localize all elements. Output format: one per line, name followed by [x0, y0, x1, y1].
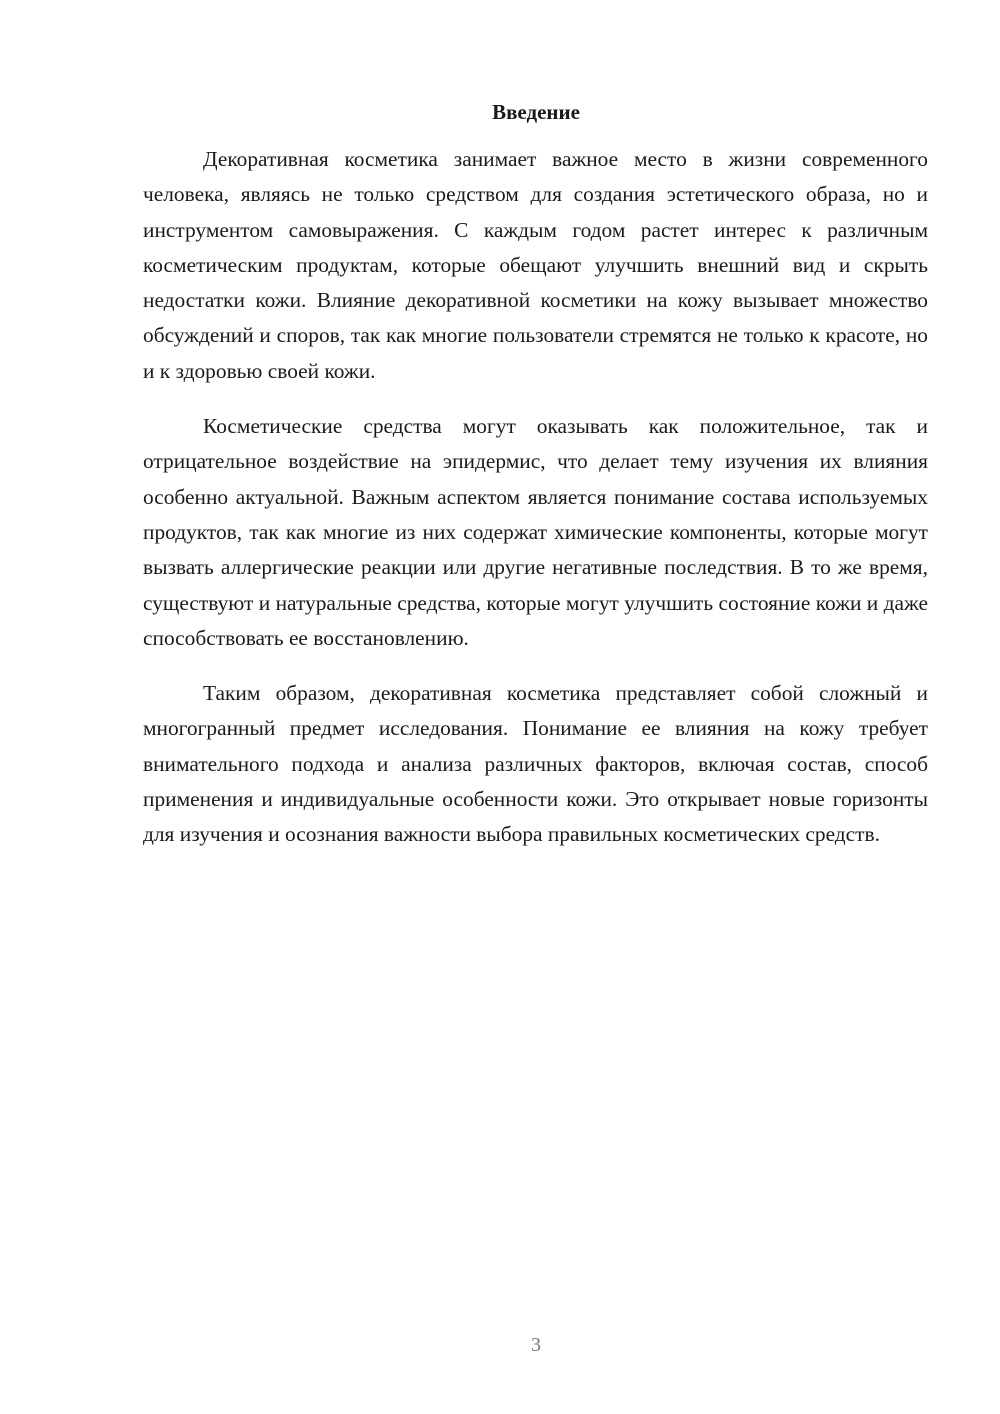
paragraph-3: Таким образом, декоративная косметика представляет собой сложный и многогранный предмет исследования. Понимание ее влияния на кожу требует внимательного подхода и анализа различных факторов, включая состав, способ применения и индивидуальные особенности кожи. Это открывает новые горизонты для изучения и осознания важности выбора правильных косметических средств.: [143, 681, 928, 847]
document-body: [143, 142, 928, 873]
paragraph-2: Косметические средства могут оказывать как положительное, так и отрицательное воздействие на эпидермис, что делает тему изучения их влияния особенно актуальной. Важным аспектом является понимание состава используемых продуктов, так как многие из них содержат химические компоненты, которые могут вызвать аллергические реакции или другие негативные последствия. В то же время, существуют и натуральные средства, которые могут улучшить состояние кожи и даже способствовать ее восстановлению.: [143, 414, 928, 650]
page-title: Введение: [492, 100, 580, 124]
paragraph-1: Декоративная косметика занимает важное место в жизни современного человека, являясь не только средством для создания эстетического образа, но и инструментом самовыражения. С каждым годом растет интерес к различным косметическим продуктам, которые обещают улучшить внешний вид и скрыть недостатки кожи. Влияние декоративной косметики на кожу вызывает множество обсуждений и споров, так как многие пользователи стремятся не только к красоте, но и к здоровью своей кожи.: [143, 147, 928, 383]
page-number: 3: [531, 1334, 541, 1356]
